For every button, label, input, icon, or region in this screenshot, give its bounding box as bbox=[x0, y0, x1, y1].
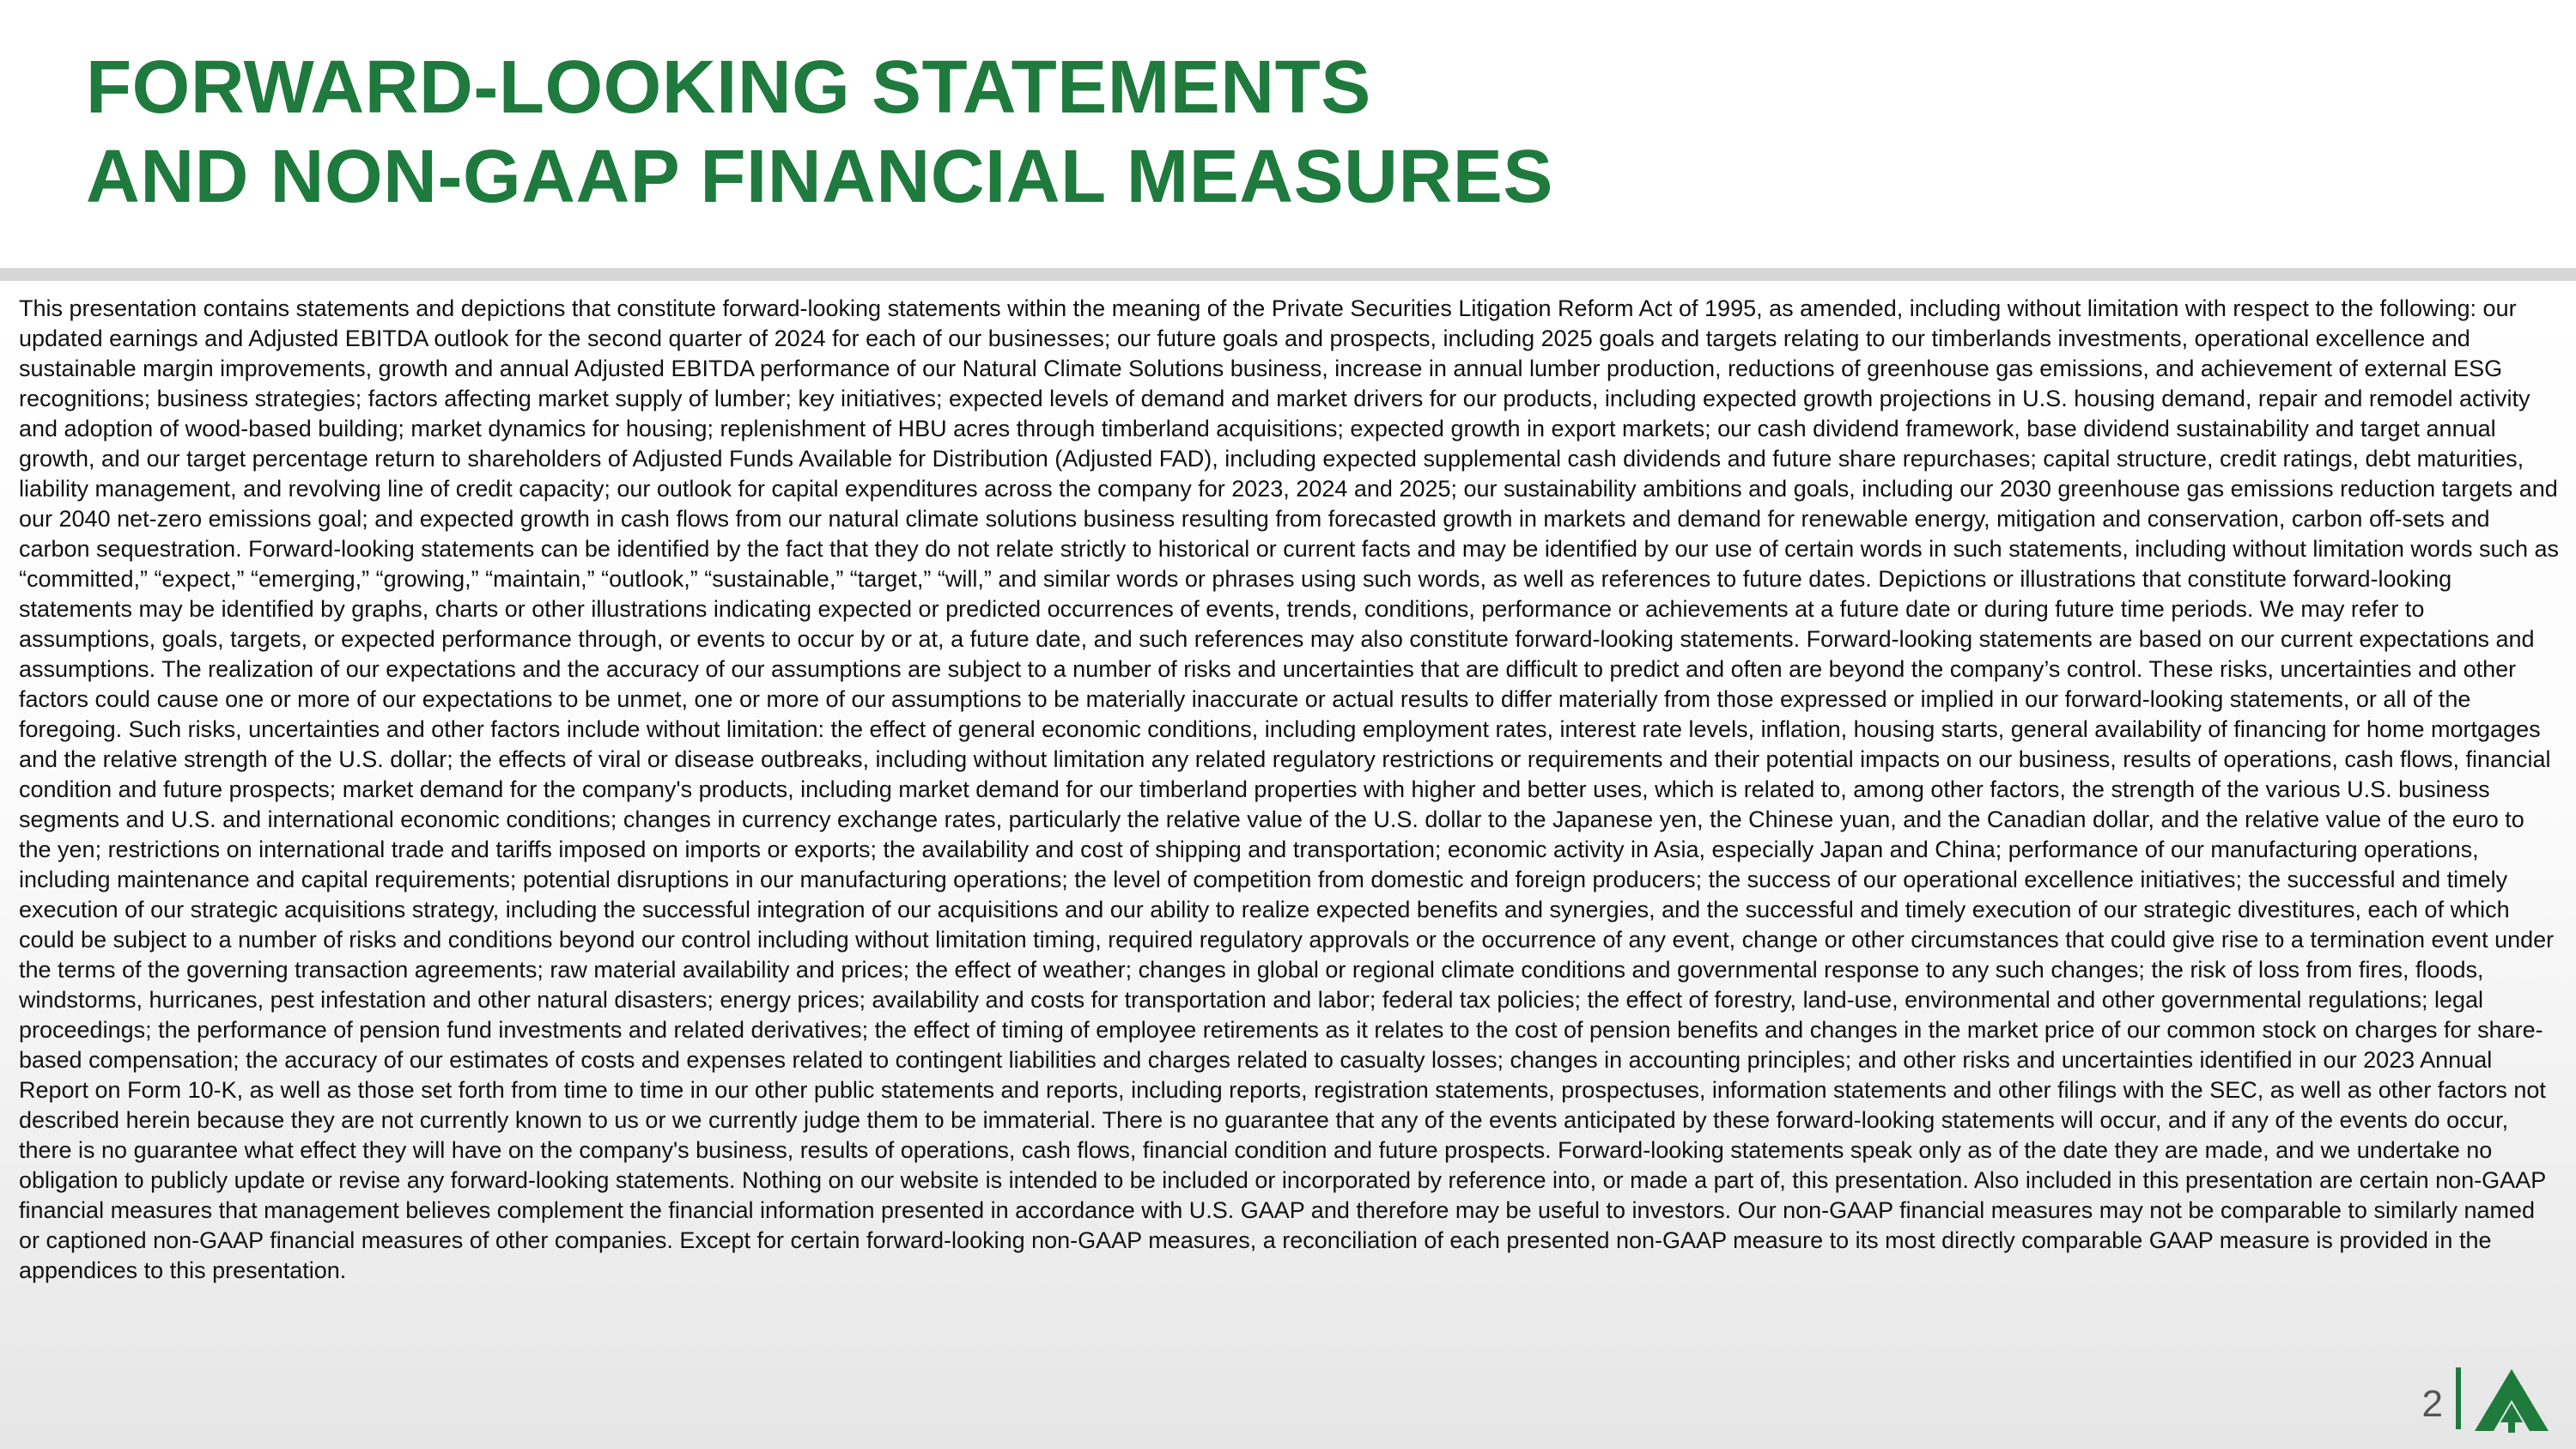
slide-header bbox=[0, 0, 2576, 268]
slide-content bbox=[0, 281, 2576, 1449]
disclaimer-paragraph: This presentation contains statements and depictions that constitute forward-looking statements within the meaning of the Private Securities Litigation Reform Act of 1995, as amended, including without limitation with respect to the following: our updated earnings and Adjusted EBITDA outlook for the second quarter of 2024 for each of our businesses; our future goals and prospects, including 2025 goals and targets relating to our timberlands investments, operational excellence and sustainable margin improvements, growth and annual Adjusted EBITDA performance of our Natural Climate Solutions business, increase in annual lumber production, reductions of greenhouse gas emissions, and achievement of external ESG recognitions; business strategies; factors affecting market supply of lumber; key initiatives; expected levels of demand and market drivers for our products, including expected growth projections in U.S. housing demand, repair and remodel activity and adoption of wood-based building; market dynamics for housing; replenishment of HBU acres through timberland acquisitions; expected growth in export markets; our cash dividend framework, base dividend sustainability and target annual growth, and our target percentage return to shareholders of Adjusted Funds Available for Distribution (Adjusted FAD), including expected supplemental cash dividends and future share repurchases; capital structure, credit ratings, debt maturities, liability management, and revolving line of credit capacity; our outlook for capital expenditures across the company for 2023, 2024 and 2025; our sustainability ambitions and goals, including our 2030 greenhouse gas emissions reduction targets and our 2040 net-zero emissions goal; and expected growth in cash flows from our natural climate solutions business resulting from forecasted growth in markets and demand for renewable energy, mitigation and conservation, carbon off-sets and carbon sequestration. Forward-looking statements can be identified by the fact that they do not relate strictly to historical or current facts and may be identified by our use of certain words in such statements, including without limitation words such as “committed,” “expect,” “emerging,” “growing,” “maintain,” “outlook,” “sustainable,” “target,” “will,” and similar words or phrases using such words, as well as references to future dates. Depictions or illustrations that constitute forward-looking statements may be identified by graphs, charts or other illustrations indicating expected or predicted occurrences of events, trends, conditions, performance or achievements at a future date or during future time periods. We may refer to assumptions, goals, targets, or expected performance through, or events to occur by or at, a future date, and such references may also constitute forward-looking statements. Forward-looking statements are based on our current expectations and assumptions. The realization of our expectations and the accuracy of our assumptions are subject to a number of risks and uncertainties that are difficult to predict and often are beyond the company’s control. These risks, uncertainties and other factors could cause one or more of our expectations to be unmet, one or more of our assumptions to be materially inaccurate or actual results to differ materially from those expressed or implied in our forward-looking statements, or all of the foregoing. Such risks, uncertainties and other factors include without limitation: the effect of general economic conditions, including employment rates, interest rate levels, inflation, housing starts, general availability of financing for home mortgages and the relative strength of the U.S. dollar; the effects of viral or disease outbreaks, including without limitation any related regulatory restrictions or requirements and their potential impacts on our business, results of operations, cash flows, financial condition and future prospects; market demand for the company's products, including market demand for our timberland properties with higher and better uses, which is related to, among other factors, the strength of the various U.S. business segments and U.S. and international economic conditions; changes in currency exchange rates, particularly the relative value of the U.S. dollar to the Japanese yen, the Chinese yuan, and the Canadian dollar, and the relative value of the euro to the yen; restrictions on international trade and tariffs imposed on imports or exports; the availability and cost of shipping and transportation; economic activity in Asia, especially Japan and China; performance of our manufacturing operations, including maintenance and capital requirements; potential disruptions in our manufacturing operations; the level of competition from domestic and foreign producers; the success of our operational excellence initiatives; the successful and timely execution of our strategic acquisitions strategy, including the successful integration of our acquisitions and our ability to realize expected benefits and synergies, and the successful and timely execution of our strategic divestitures, each of which could be subject to a number of risks and conditions beyond our control including without limitation timing, required regulatory approvals or the occurrence of any event, change or other circumstances that could give rise to a termination event under the terms of the governing transaction agreements; raw material availability and prices; the effect of weather; changes in global or regional climate conditions and governmental response to any such changes; the risk of loss from fires, floods, windstorms, hurricanes, pest infestation and other natural disasters; energy prices; availability and costs for transportation and labor; federal tax policies; the effect of forestry, land-use, environmental and other governmental regulations; legal proceedings; the performance of pension fund investments and related derivatives; the effect of timing of employee retirements as it relates to the cost of pension benefits and changes in the market price of our common stock on charges for share-based compensation; the accuracy of our estimates of costs and expenses related to contingent liabilities and charges related to casualty losses; changes in accounting principles; and other risks and uncertainties identified in our 2023 Annual Report on Form 10-K, as well as those set forth from time to time in our other public statements and reports, including reports, registration statements, prospectuses, information statements and other filings with the SEC, as well as other factors not described herein because they are not currently known to us or we currently judge them to be immaterial. There is no guarantee that any of the events anticipated by these forward-looking statements will occur, and if any of the events do occur, there is no guarantee what effect they will have on the company's business, results of operations, cash flows, financial condition and future prospects. Forward-looking statements speak only as of the date they are made, and we undertake no obligation to publicly update or revise any forward-looking statements. Nothing on our website is intended to be included or incorporated by reference into, or made a part of, this presentation. Also included in this presentation are certain non-GAAP financial measures that management believes complement the financial information presented in accordance with U.S. GAAP and therefore may be useful to investors. Our non-GAAP financial measures may not be comparable to similarly named or captioned non-GAAP financial measures of other companies. Except for certain forward-looking non-GAAP measures, a reconciliation of each presented non-GAAP measure to its most directly comparable GAAP measure is provided in the appendices to this presentation. bbox=[19, 295, 2560, 1283]
header-divider bbox=[0, 268, 2576, 281]
slide-title bbox=[86, 43, 1553, 222]
slide-title-line-2: AND NON-GAAP FINANCIAL MEASURES bbox=[86, 135, 1553, 218]
slide-title-line-1: FORWARD-LOOKING STATEMENTS bbox=[86, 46, 1371, 129]
tree-logo-icon bbox=[2473, 1366, 2550, 1434]
page-number: 2 bbox=[2421, 1383, 2443, 1425]
logo-divider bbox=[2456, 1367, 2461, 1429]
